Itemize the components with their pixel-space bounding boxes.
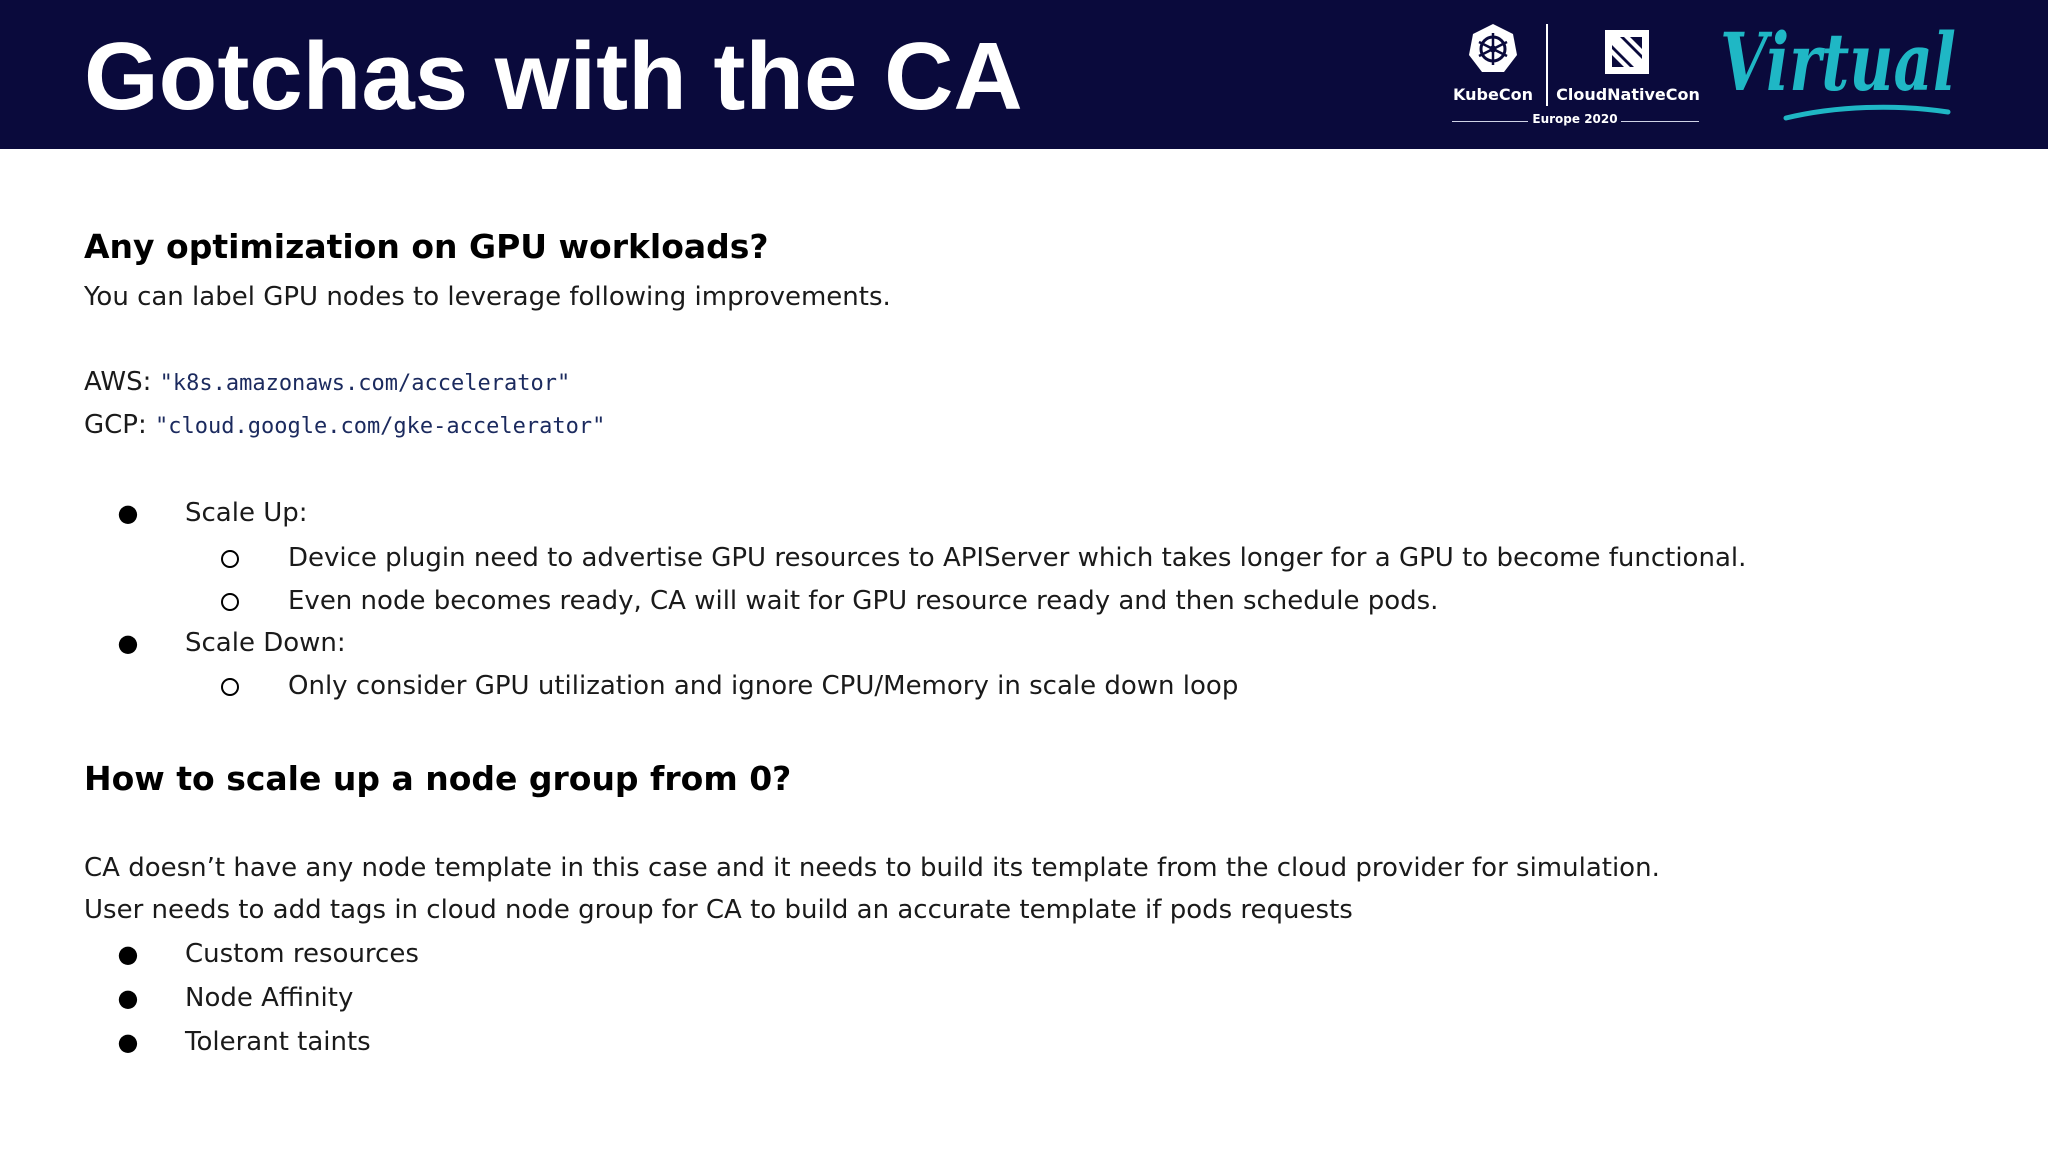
zero-section-heading: How to scale up a node group from 0?: [84, 759, 792, 798]
tag-item-custom-resources: Custom resources: [185, 939, 419, 969]
scale-up-detail-2: Even node becomes ready, CA will wait for GPU resource ready and then schedule pods.: [288, 586, 1439, 616]
slide-header: [0, 0, 2048, 149]
svg-text:Virtual: Virtual: [1720, 15, 1956, 109]
zero-section-line-2: User needs to add tags in cloud node group for CA to build an accurate template if pods requests: [84, 895, 1353, 925]
slide-body: [0, 149, 2048, 1152]
gpu-section-heading: Any optimization on GPU workloads?: [84, 227, 769, 266]
bullet-icon: ●: [117, 499, 139, 527]
scale-up-detail-1: Device plugin need to advertise GPU resources to APIServer which takes longer for a GPU to become functional.: [288, 543, 1747, 573]
gcp-label-value: "cloud.google.com/gke-accelerator": [155, 414, 606, 439]
bullet-icon: ●: [117, 940, 139, 968]
cloudnativecon-label: CloudNativeCon: [1556, 85, 1700, 104]
kubernetes-helm-icon: [1467, 22, 1519, 76]
zero-section-line-1: CA doesn’t have any node template in this case and it needs to build its template from the cloud provider for simulation.: [84, 853, 1660, 883]
scale-down-detail-1: Only consider GPU utilization and ignore CPU/Memory in scale down loop: [288, 671, 1239, 701]
bullet-icon: ●: [117, 629, 139, 657]
logo-divider: [1546, 24, 1548, 106]
gcp-label-line: [84, 407, 605, 445]
sub-bullet-icon: [221, 678, 239, 696]
event-line-right: [1621, 121, 1699, 122]
gpu-intro-text: You can label GPU nodes to leverage following improvements.: [84, 282, 891, 312]
kubecon-label: KubeCon: [1453, 85, 1533, 104]
aws-label-line: [84, 364, 570, 402]
event-line-left: [1452, 121, 1528, 122]
sub-bullet-icon: [221, 593, 239, 611]
gcp-provider-label: GCP:: [84, 410, 147, 440]
tag-item-tolerant-taints: Tolerant taints: [185, 1027, 371, 1057]
cloudnativecon-icon: [1604, 29, 1650, 75]
tag-item-node-affinity: Node Affinity: [185, 983, 354, 1013]
bullet-icon: ●: [117, 984, 139, 1012]
slide-title: Gotchas with the CA: [84, 23, 1023, 130]
bullet-icon: ●: [117, 1028, 139, 1056]
event-label: Europe 2020: [1532, 112, 1618, 126]
sub-bullet-icon: [221, 550, 239, 568]
aws-label-value: "k8s.amazonaws.com/accelerator": [159, 371, 571, 396]
scale-down-item: Scale Down:: [185, 628, 346, 658]
virtual-wordmark-logo: [1716, 14, 1964, 128]
aws-provider-label: AWS:: [84, 367, 152, 397]
scale-up-item: Scale Up:: [185, 498, 308, 528]
